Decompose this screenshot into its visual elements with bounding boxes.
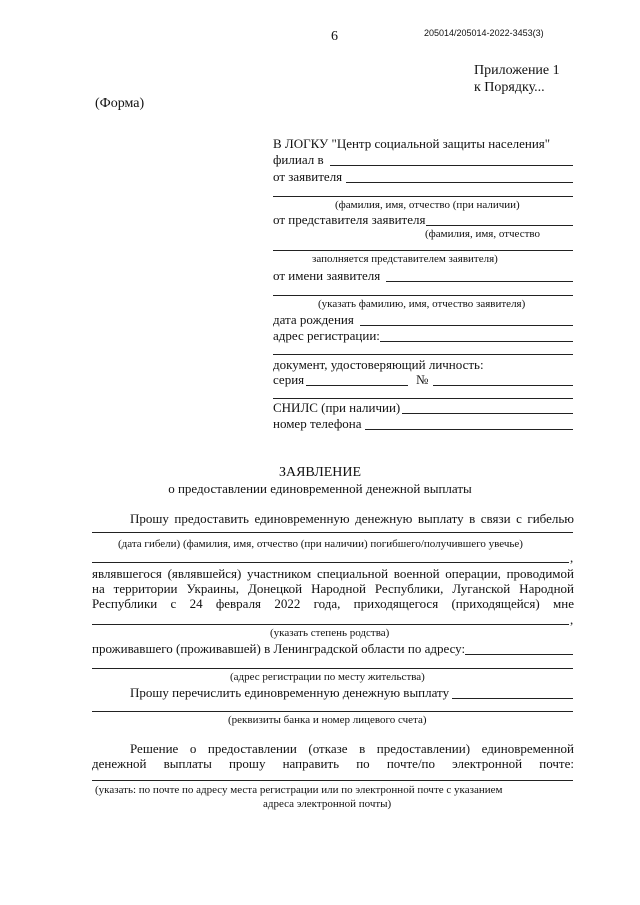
comma-1: , bbox=[570, 550, 574, 565]
decision-line1: Решение о предоставлении (отказе в предоставлении) единовременной bbox=[130, 741, 574, 756]
para1-line1: являвшегося (являвшейся) участником специальной военной операции, проводимой bbox=[92, 566, 574, 581]
snils-field[interactable] bbox=[402, 413, 573, 414]
series-field[interactable] bbox=[306, 385, 408, 386]
form-label: (Форма) bbox=[95, 96, 145, 111]
document-code: 205014/205014-2022-3453(3) bbox=[424, 28, 544, 38]
hint-applicant-name: (фамилия, имя, отчество (при наличии) bbox=[335, 199, 520, 211]
transfer-label: Прошу перечислить единовременную денежную выплату bbox=[130, 685, 450, 700]
statement-subheading: о предоставлении единовременной денежной выплаты bbox=[168, 481, 472, 496]
resided-address-field-2[interactable] bbox=[92, 668, 573, 669]
reg-address-label: адрес регистрации: bbox=[273, 328, 380, 343]
birth-date-label: дата рождения bbox=[273, 312, 354, 327]
hint-delivery-2: адреса электронной почты) bbox=[263, 798, 392, 810]
phone-label: номер телефона bbox=[273, 416, 362, 431]
reg-address-field[interactable] bbox=[380, 341, 573, 342]
on-behalf-label: от имени заявителя bbox=[273, 268, 381, 283]
comma-2: , bbox=[570, 612, 574, 627]
request-line: Прошу предоставить единовременную денежную выплату в связи с гибелью bbox=[130, 511, 574, 526]
death-info-field[interactable] bbox=[92, 532, 573, 533]
hint-representative-name: (фамилия, имя, отчество bbox=[425, 228, 541, 240]
resided-address-field[interactable] bbox=[465, 654, 573, 655]
representative-label: от представителя заявителя bbox=[273, 212, 426, 227]
hint-kinship: (указать степень родства) bbox=[270, 627, 390, 639]
hint-death-info: (дата гибели) (фамилия, имя, отчество (при наличии) погибшего/получившего увечье) bbox=[118, 538, 523, 550]
hint-bank: (реквизиты банка и номер лицевого счета) bbox=[228, 714, 427, 726]
snils-label: СНИЛС (при наличии) bbox=[273, 400, 401, 415]
decision-line2: денежной выплаты прошу направить по почте/по электронной почте: bbox=[92, 756, 574, 771]
para1-line3: Республики с 24 февраля 2022 года, приходящегося (приходящейся) мне bbox=[92, 596, 574, 611]
applicant-field-2[interactable] bbox=[273, 196, 573, 197]
page-number: 6 bbox=[331, 29, 338, 44]
statement-heading: ЗАЯВЛЕНИЕ bbox=[278, 465, 362, 480]
para1-line2: на территории Украины, Донецкой Народной Республики, Луганской Народной bbox=[92, 581, 574, 596]
delivery-field[interactable] bbox=[92, 780, 573, 781]
branch-label: филиал в bbox=[273, 152, 324, 167]
representative-field-2[interactable] bbox=[273, 250, 573, 251]
hint-applicant-fullname: (указать фамилию, имя, отчество заявителя) bbox=[318, 298, 526, 310]
resided-label: проживавшего (проживавшей) в Ленинградской области по адресу: bbox=[92, 641, 466, 656]
representative-field[interactable] bbox=[426, 225, 573, 226]
identity-doc-label: документ, удостоверяющий личность: bbox=[273, 357, 484, 372]
hint-address: (адрес регистрации по месту жительства) bbox=[230, 671, 425, 683]
on-behalf-field-2[interactable] bbox=[273, 295, 573, 296]
transfer-field[interactable] bbox=[452, 698, 573, 699]
number-field[interactable] bbox=[433, 385, 573, 386]
appendix-line-1: Приложение 1 bbox=[474, 63, 560, 78]
bank-field[interactable] bbox=[92, 711, 573, 712]
hint-filled-by-representative: заполняется представителем заявителя) bbox=[312, 253, 498, 265]
kinship-field[interactable] bbox=[92, 624, 569, 625]
applicant-field[interactable] bbox=[346, 182, 573, 183]
identity-doc-field-2[interactable] bbox=[273, 398, 573, 399]
birth-date-field[interactable] bbox=[360, 325, 573, 326]
branch-field[interactable] bbox=[330, 165, 573, 166]
applicant-label: от заявителя bbox=[273, 169, 343, 184]
on-behalf-field[interactable] bbox=[386, 281, 573, 282]
series-label: серия bbox=[273, 372, 305, 387]
hint-delivery-1: (указать: по почте по адресу места регистрации или по электронной почте с указанием bbox=[95, 784, 503, 796]
death-info-field-2[interactable] bbox=[92, 562, 569, 563]
reg-address-field-2[interactable] bbox=[273, 354, 573, 355]
appendix-line-2: к Порядку... bbox=[474, 80, 545, 95]
phone-field[interactable] bbox=[365, 429, 573, 430]
addressee-org: В ЛОГКУ "Центр социальной защиты населения" bbox=[273, 136, 551, 151]
number-sign: № bbox=[416, 372, 429, 387]
